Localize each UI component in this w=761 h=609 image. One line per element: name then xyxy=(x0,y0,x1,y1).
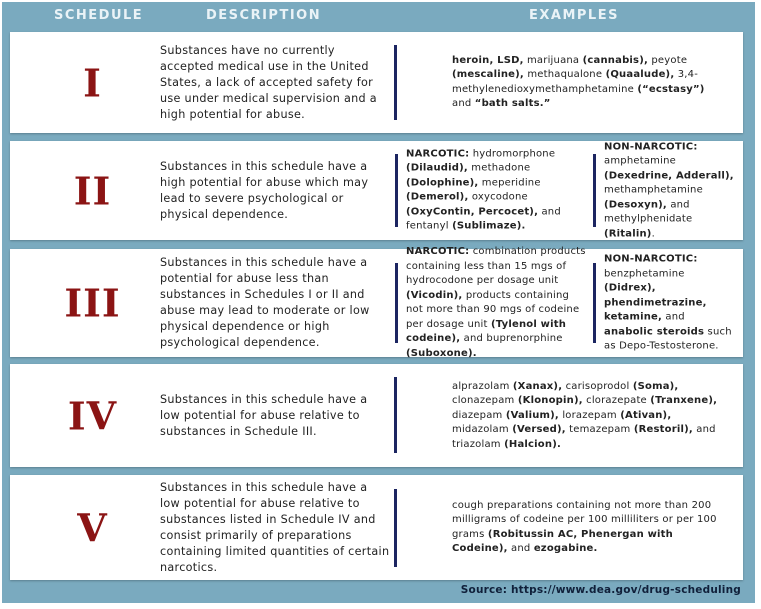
example-segment: . xyxy=(651,227,655,239)
example-segment: midazolam xyxy=(452,423,513,435)
example-segment: marijuana xyxy=(523,54,583,66)
example-segment: (Ritalin) xyxy=(604,227,652,239)
example-segment: amphetamine xyxy=(604,155,676,167)
example-segment: and buprenorphine xyxy=(460,333,563,344)
header-examples: EXAMPLES xyxy=(529,8,619,23)
examples-text xyxy=(604,252,734,354)
example-segment: methamphetamine xyxy=(604,184,703,196)
example-segment: hydromorphone xyxy=(469,148,556,159)
example-segment: (cannabis), xyxy=(582,54,648,66)
schedule-numeral: I xyxy=(83,60,102,105)
example-segment: (Dexedrine, Adderall), xyxy=(604,169,734,181)
example-segment: products containing not more than 90 mgs of codeine per dosage unit xyxy=(406,289,580,330)
divider xyxy=(593,154,596,227)
example-segment: meperidine xyxy=(478,177,541,188)
header-schedule: SCHEDULE xyxy=(54,8,144,23)
example-segment: (“ecstasy”) xyxy=(637,83,705,95)
example-segment: (Demerol), xyxy=(406,191,469,203)
examples-text xyxy=(406,147,586,234)
example-segment: (Didrex), phendimetrazine, ketamine, xyxy=(604,282,707,323)
example-segment: NON-NARCOTIC: xyxy=(604,140,698,152)
divider xyxy=(394,45,397,120)
example-segment: (Quaalude), xyxy=(605,69,675,80)
example-segment: “bath salts.” xyxy=(474,98,551,109)
schedule-numeral: IV xyxy=(67,393,118,438)
example-segment: 3,4-methylenedioxymethamphetamine xyxy=(452,69,699,95)
schedule-description: Substances in this schedule have a high potential for abuse which may lead to severe psychological or physical dependence. xyxy=(160,159,369,221)
divider xyxy=(593,263,596,343)
schedule-numeral: V xyxy=(77,505,108,550)
example-segment: (Soma), xyxy=(632,380,679,392)
example-segment: temazepam xyxy=(565,423,634,435)
examples-text xyxy=(452,54,722,112)
schedule-numeral: II xyxy=(73,168,112,213)
example-segment: NON-NARCOTIC: xyxy=(604,253,698,265)
example-segment: methadone xyxy=(467,162,531,174)
schedule-description: Substances in this schedule have a low potential for abuse relative to substances in Schedule III. xyxy=(160,392,368,438)
source-citation: Source: https://www.dea.gov/drug-scheduling xyxy=(460,584,741,596)
example-segment: combination products containing less than 15 mgs of hydrocodone per dosage unit xyxy=(406,246,586,286)
schedule-table xyxy=(2,2,755,603)
example-segment: (Versed), xyxy=(512,423,566,435)
schedule-description: Substances in this schedule have a potential for abuse less than substances in Schedules I or II and abuse may lead to moderate or low physical dependence or high psychological dependence. xyxy=(160,256,370,349)
example-segment: alprazolam xyxy=(452,380,513,392)
example-segment: methaqualone xyxy=(523,69,606,80)
example-segment: (Sublimaze). xyxy=(452,220,526,232)
example-segment: (Tranxene), xyxy=(650,394,718,406)
header-description: DESCRIPTION xyxy=(206,8,322,23)
examples-text xyxy=(406,245,586,361)
example-segment: and fentanyl xyxy=(406,206,561,232)
example-segment: (Robitussin AC, Phenergan with Codeine), xyxy=(452,528,673,554)
schedule-row xyxy=(10,32,743,133)
example-segment: and methylphenidate xyxy=(604,198,693,225)
divider xyxy=(395,154,398,227)
example-segment: NARCOTIC: xyxy=(406,148,470,159)
example-segment: peyote xyxy=(647,54,688,66)
example-segment: clorazepate xyxy=(582,394,651,406)
example-segment: (Xanax), xyxy=(512,380,563,392)
example-segment: lorazepam xyxy=(558,409,621,421)
example-segment: and xyxy=(662,311,685,323)
example-segment: (Ativan), xyxy=(620,409,672,421)
example-segment: (Restoril), xyxy=(633,423,693,435)
example-segment: ezogabine. xyxy=(533,543,598,554)
schedule-row xyxy=(10,475,743,580)
example-segment: (Desoxyn), xyxy=(604,198,667,210)
example-segment: (Klonopin), xyxy=(517,394,583,406)
example-segment: (mescaline), xyxy=(452,69,524,80)
example-segment: (Dolophine), xyxy=(406,177,479,188)
example-segment: and xyxy=(452,98,475,109)
schedule-numeral: III xyxy=(64,280,121,326)
example-segment: such as Depo-Testosterone. xyxy=(604,325,732,352)
example-segment: heroin, LSD, xyxy=(452,54,524,66)
example-segment: and xyxy=(507,543,534,554)
example-segment: (Valium), xyxy=(505,409,559,421)
example-segment: and triazolam xyxy=(452,423,716,450)
schedule-description: Substances in this schedule have a low potential for abuse relative to substances listed in Schedule IV and consist primarily of preparations containing limited quantities of certain narcotics. xyxy=(160,480,390,574)
example-segment: oxycodone xyxy=(468,191,528,203)
example-segment: (Vicodin), xyxy=(406,289,463,301)
schedule-description: Substances have no currently accepted medical use in the United States, a lack of accepted safety for use under medical supervision and a high potential for abuse. xyxy=(160,43,377,121)
examples-text xyxy=(604,140,734,242)
divider xyxy=(394,489,397,567)
examples-text xyxy=(452,379,722,452)
divider xyxy=(394,377,397,453)
example-segment: benzphetamine xyxy=(604,267,685,279)
example-segment: (Dilaudid), xyxy=(406,162,468,174)
example-segment: clonazepam xyxy=(452,394,518,406)
example-segment: cough preparations containing not more than 200 milligrams of codeine per 100 milliliters or per 100 grams xyxy=(452,499,717,540)
example-segment: diazepam xyxy=(452,409,506,421)
example-segment: NARCOTIC: xyxy=(406,246,470,257)
divider xyxy=(395,263,398,343)
schedule-row xyxy=(10,141,743,240)
schedule-row xyxy=(10,246,743,359)
schedule-row xyxy=(10,364,743,467)
example-segment: carisoprodol xyxy=(562,380,633,392)
example-segment: (Suboxone). xyxy=(406,347,477,359)
example-segment: (Halcion). xyxy=(504,438,561,450)
example-segment: (OxyContin, Percocet), xyxy=(406,206,539,217)
example-segment: (Tylenol with codeine), xyxy=(406,318,567,344)
examples-text xyxy=(452,499,722,557)
example-segment: anabolic steroids xyxy=(604,325,705,337)
